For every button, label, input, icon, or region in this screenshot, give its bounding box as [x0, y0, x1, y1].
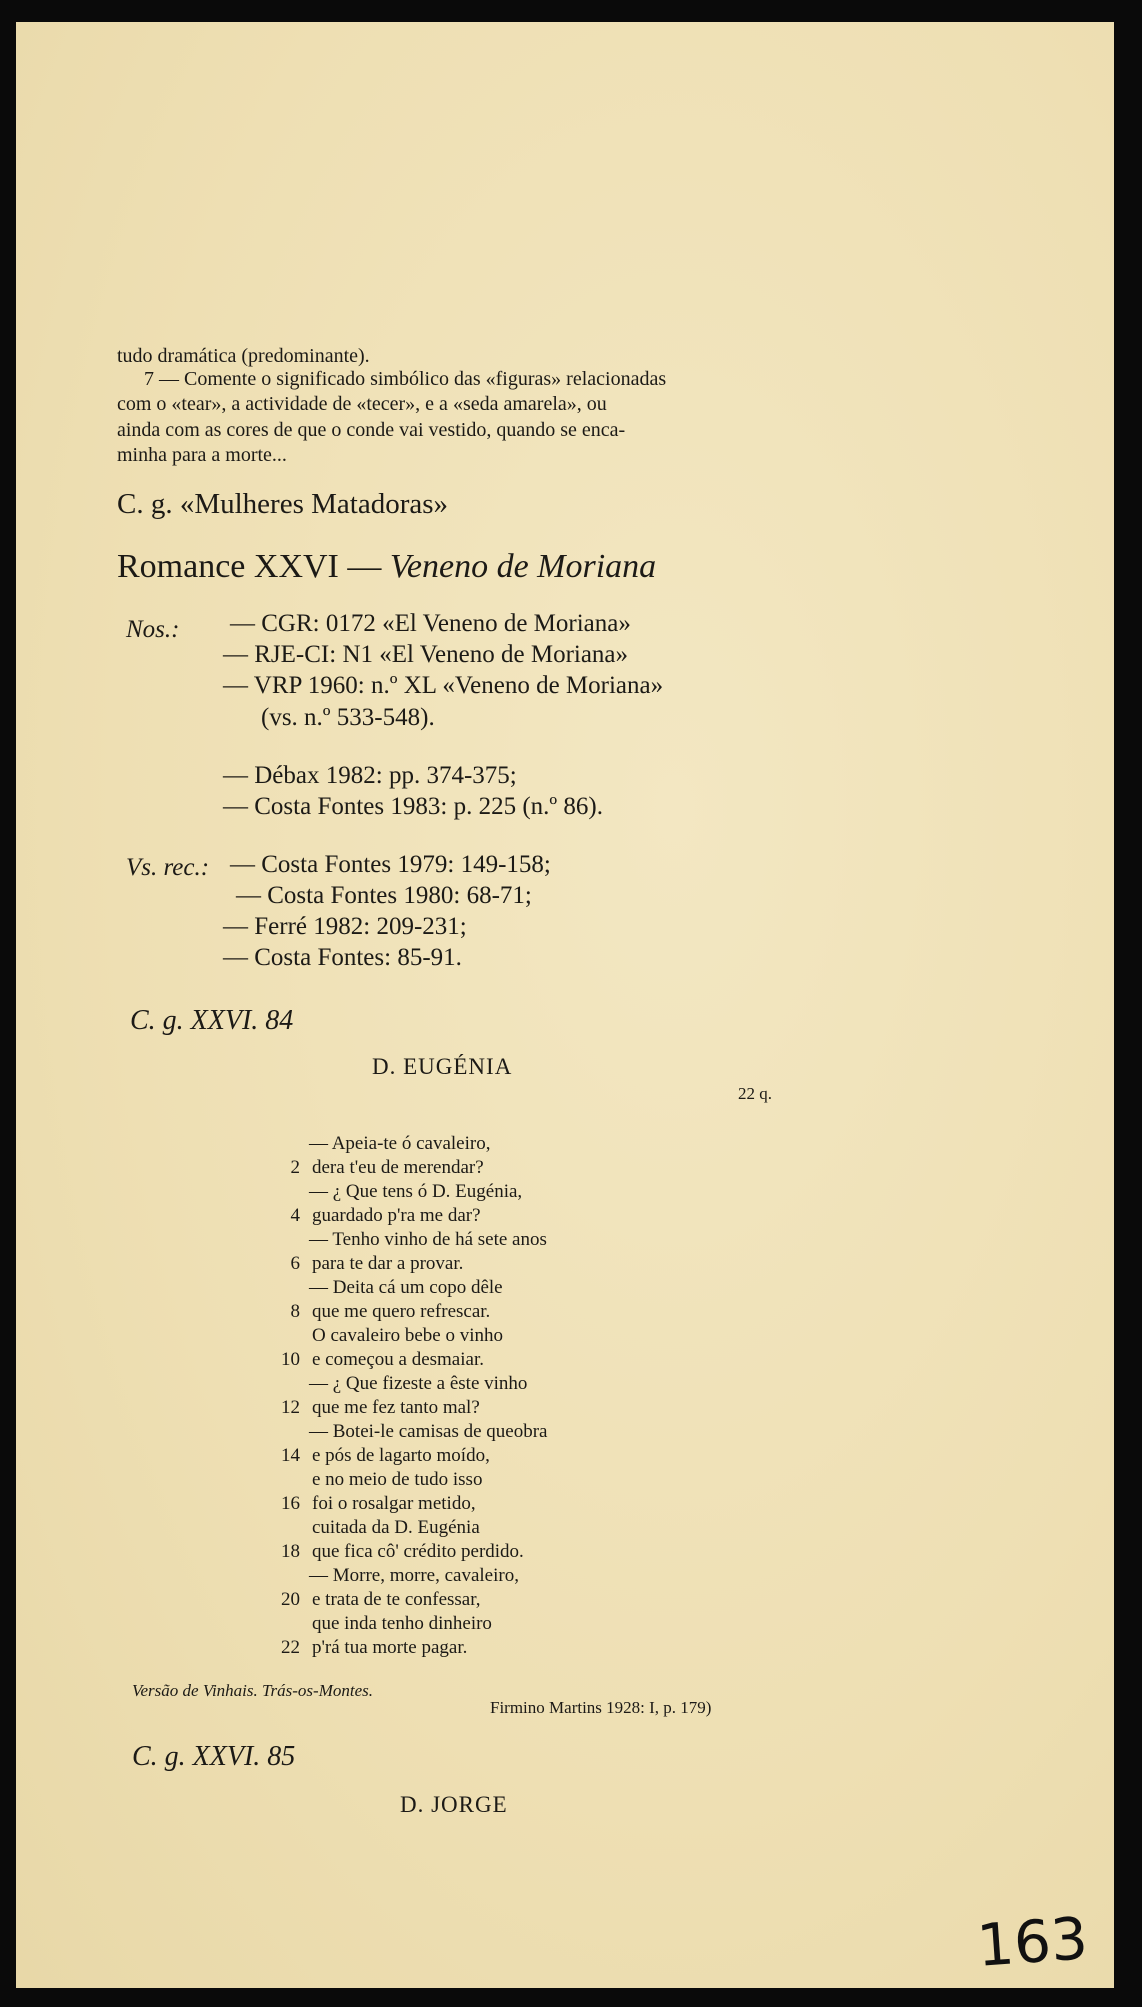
document-page	[16, 22, 1114, 1988]
nos-item-1: — CGR: 0172 «El Veneno de Moriana»	[230, 610, 631, 637]
section-1-heading: C. g. XXVI. 84	[130, 1005, 294, 1036]
section-2-heading: C. g. XXVI. 85	[132, 1741, 296, 1772]
verse-line: foi o rosalgar metido,	[312, 1493, 476, 1514]
verse-line: — Tenho vinho de há sete anos	[309, 1229, 547, 1250]
nos-item-4: (vs. n.º 533-548).	[261, 704, 435, 731]
intro-line-2: 7 — Comente o significado simbólico das «figuras» relacionadas	[144, 368, 667, 390]
version-note: Versão de Vinhais. Trás-os-Montes.	[132, 1681, 373, 1700]
section-1-title: D. EUGÉNIA	[372, 1054, 513, 1079]
verse-line: que inda tenho dinheiro	[312, 1613, 492, 1634]
verse-line: dera t'eu de merendar?	[312, 1157, 484, 1178]
line-number: 4	[290, 1205, 300, 1226]
intro-line-1: tudo dramática (predominante).	[117, 345, 370, 367]
line-number: 16	[281, 1493, 300, 1514]
romance-name: Veneno de Moriana	[389, 548, 657, 585]
verse-line: que fica cô' crédito perdido.	[312, 1541, 524, 1562]
vs-rec-item-3: — Ferré 1982: 209-231;	[223, 913, 467, 940]
verse-line: — Deita cá um copo dêle	[309, 1277, 503, 1298]
category-heading: C. g. «Mulheres Matadoras»	[117, 488, 449, 520]
vs-rec-label: Vs. rec.:	[126, 854, 210, 881]
line-number: 6	[290, 1253, 300, 1274]
vs-rec-item-4: — Costa Fontes: 85-91.	[223, 944, 462, 971]
source-citation: Firmino Martins 1928: I, p. 179)	[490, 1698, 712, 1717]
romance-title	[117, 548, 656, 586]
verse-line: p'rá tua morte pagar.	[312, 1637, 468, 1658]
verse-line: que me quero refrescar.	[312, 1301, 491, 1322]
verse-line: e trata de te confessar,	[312, 1589, 481, 1610]
handwritten-page-number: 163	[975, 1904, 1091, 1980]
verse-line: — Botei-le camisas de queobra	[309, 1421, 548, 1442]
verse-line: que me fez tanto mal?	[312, 1397, 480, 1418]
verse-line: — ¿ Que fizeste a êste vinho	[309, 1373, 528, 1394]
line-number: 18	[281, 1541, 300, 1562]
section-2-title: D. JORGE	[400, 1792, 508, 1817]
line-number: 12	[281, 1397, 300, 1418]
line-number: 22	[281, 1637, 300, 1658]
intro-line-5: minha para a morte...	[117, 444, 287, 466]
verse-line: guardado p'ra me dar?	[312, 1205, 481, 1226]
verse-line: e no meio de tudo isso	[312, 1469, 483, 1490]
line-number: 8	[290, 1301, 300, 1322]
verse-line: para te dar a provar.	[312, 1253, 464, 1274]
line-number: 2	[290, 1157, 300, 1178]
intro-line-3: com o «tear», a actividade de «tecer», e a «seda amarela», ou	[117, 393, 607, 415]
nos-item-6: — Costa Fontes 1983: p. 225 (n.º 86).	[223, 793, 603, 820]
romance-prefix: Romance XXVI —	[117, 548, 390, 585]
verse-line: cuitada da D. Eugénia	[312, 1517, 480, 1538]
vs-rec-item-1: — Costa Fontes 1979: 149-158;	[230, 851, 551, 878]
nos-item-3: — VRP 1960: n.º XL «Veneno de Moriana»	[223, 672, 664, 699]
intro-line-4: ainda com as cores de que o conde vai vestido, quando se enca-	[117, 419, 626, 441]
verse-line: — Morre, morre, cavaleiro,	[309, 1565, 519, 1586]
line-number: 10	[281, 1349, 300, 1370]
nos-item-5: — Débax 1982: pp. 374-375;	[223, 762, 517, 789]
section-1-count: 22 q.	[738, 1084, 772, 1103]
verse-line: e pós de lagarto moído,	[312, 1445, 490, 1466]
nos-label: Nos.:	[126, 616, 180, 643]
line-number: 20	[281, 1589, 300, 1610]
verse-line: — ¿ Que tens ó D. Eugénia,	[309, 1181, 523, 1202]
line-number: 14	[281, 1445, 300, 1466]
verse-line: e começou a desmaiar.	[312, 1349, 484, 1370]
verse-line: — Apeia-te ó cavaleiro,	[309, 1133, 491, 1154]
vs-rec-item-2: — Costa Fontes 1980: 68-71;	[236, 882, 532, 909]
nos-item-2: — RJE-CI: N1 «El Veneno de Moriana»	[223, 641, 629, 668]
verse-line: O cavaleiro bebe o vinho	[312, 1325, 503, 1346]
